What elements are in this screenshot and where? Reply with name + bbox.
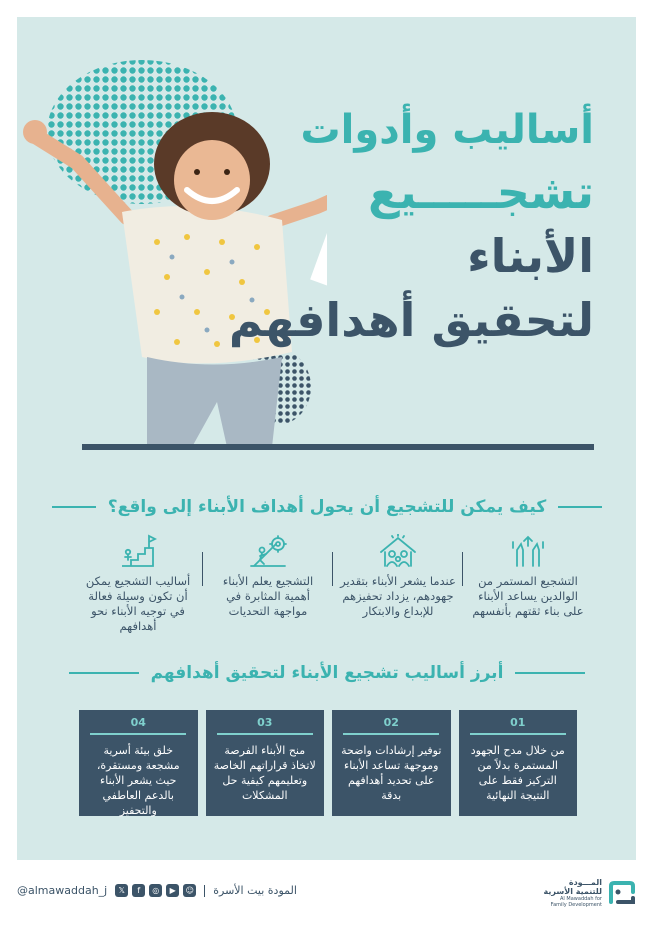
step-rule [217, 733, 313, 735]
step-text: خلق بيئة أسرية مشجعة ومستقرة، حيث يشعر الأبناء بالدعم العاطفي والتحفيز [96, 743, 180, 817]
family-house-icon [378, 534, 418, 568]
title-line-4: لتحقيق أهدافهم [228, 293, 594, 347]
step-text: منح الأبناء الفرصة لاتخاذ قراراتهم الخاصة وتعليمهم كيفية حل المشكلات [213, 743, 316, 802]
heading-rule-left [52, 506, 96, 508]
logo-text [544, 878, 602, 908]
logo-en-line1: Al Mawaddah for [560, 896, 602, 902]
feature-item [73, 534, 203, 654]
feature-item [203, 534, 333, 654]
snapchat-icon[interactable]: ☺ [183, 884, 196, 897]
feature-text: التشجيع يعلم الأبناء أهمية المثابرة في مواجهة التحديات [222, 574, 314, 618]
heading-rule-right [558, 506, 602, 508]
step-rule [470, 733, 566, 735]
step-card [332, 710, 451, 816]
features-row [73, 534, 593, 654]
poster-card [17, 17, 636, 860]
footer-separator [204, 885, 205, 897]
section1-title: كيف يمكن للتشجيع أن يحول أهداف الأبناء إلى واقع؟ [107, 497, 547, 517]
footer [0, 860, 653, 925]
instagram-icon[interactable]: ◎ [149, 884, 162, 897]
feature-item [463, 534, 593, 654]
step-number: 04 [130, 716, 146, 729]
feature-text: التشجيع المستمر من الوالدين يساعد الأبناء على بناء ثقتهم بأنفسهم [472, 574, 584, 618]
logo-ar-line2: للتنمية الأسرية [543, 887, 602, 896]
heading-rule-left [69, 672, 139, 674]
section1-heading [77, 497, 577, 517]
logo-mark-icon [608, 880, 636, 906]
feature-text: أساليب التشجيع يمكن أن تكون وسيلة فعالة في توجيه الأبناء نحو أهدافهم [85, 574, 191, 633]
youtube-icon[interactable]: ▶ [166, 884, 179, 897]
brand-logo [544, 878, 636, 908]
steps-row [79, 710, 577, 816]
title-line-3: الأبناء [467, 229, 594, 283]
hero-divider-bar [82, 444, 594, 450]
logo-en-line2: Family Development [550, 902, 602, 908]
site-name: المودة بيت الأسرة [213, 884, 297, 897]
title-line-1: أساليب وأدوات [300, 107, 594, 153]
climb-gear-icon [248, 534, 288, 568]
step-rule [90, 733, 186, 735]
stairs-flag-icon [119, 534, 157, 568]
step-text: من خلال مدح الجهود المستمرة بدلاً من التركيز فقط على النتيجة النهائية [470, 743, 565, 802]
social-handle[interactable]: @almawaddah_j [17, 884, 108, 897]
step-card [459, 710, 578, 816]
logo-ar-line1: المـــودة [568, 878, 602, 887]
footer-left [17, 884, 297, 897]
heading-rule-right [515, 672, 585, 674]
step-card [79, 710, 198, 816]
happy-child-illustration [17, 102, 327, 447]
raised-hands-icon [509, 534, 547, 568]
social-icons [115, 884, 196, 897]
section2-heading [77, 663, 577, 683]
step-card [206, 710, 325, 816]
feature-item [333, 534, 463, 654]
step-number: 03 [257, 716, 273, 729]
title-line-2: تشجـــــيع [367, 165, 594, 219]
x-icon[interactable]: 𝕏 [115, 884, 128, 897]
step-rule [343, 733, 439, 735]
step-number: 01 [510, 716, 526, 729]
facebook-icon[interactable]: f [132, 884, 145, 897]
feature-text: عندما يشعر الأبناء بتقدير جهودهم، يزداد تحفيزهم للإبداع والابتكار [340, 574, 456, 618]
step-text: توفير إرشادات واضحة وموجهة تساعد الأبناء على تحديد أهدافهم بدقة [341, 743, 442, 802]
section2-title: أبرز أساليب تشجيع الأبناء لتحقيق أهدافهم [150, 663, 504, 683]
step-number: 02 [383, 716, 399, 729]
